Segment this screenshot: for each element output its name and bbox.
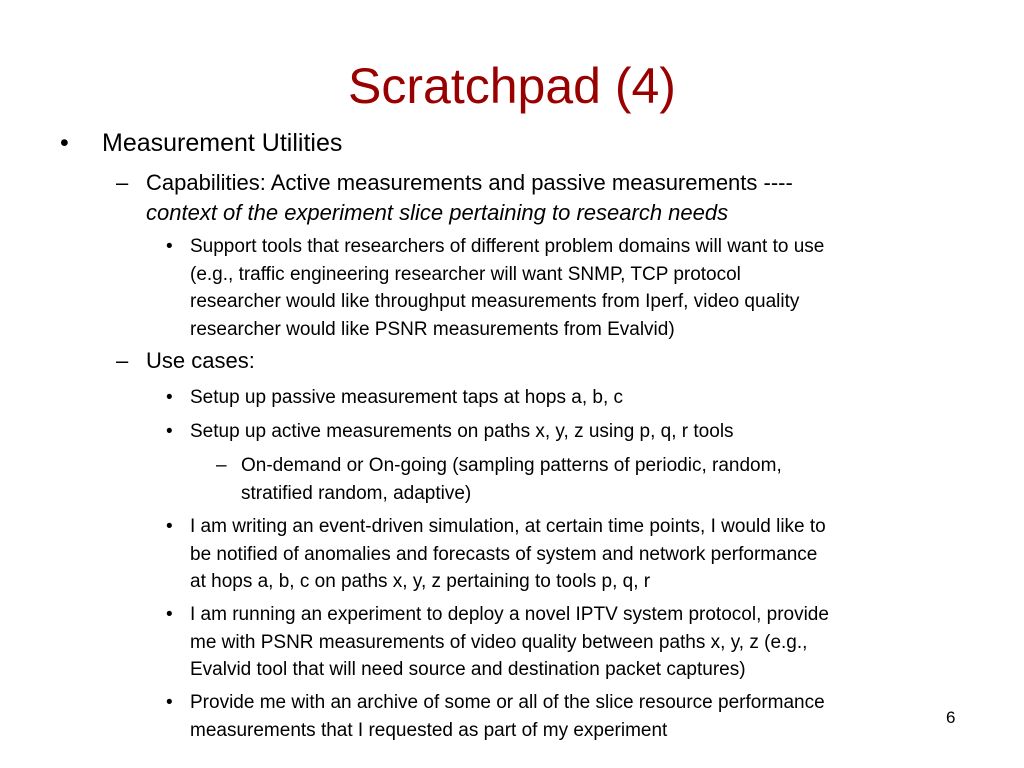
bullet-capabilities-context: context of the experiment slice pertaining to research needs — [146, 200, 729, 225]
bullet-marker: • — [60, 129, 69, 157]
bullet-use-cases: Use cases: — [146, 348, 255, 373]
slide-title: Scratchpad (4) — [348, 58, 676, 114]
bullet-marker: • — [166, 387, 173, 408]
bullet-archive-line: measurements that I requested as part of my experiment — [190, 719, 668, 741]
bullet-simulation-line: be notified of anomalies and forecasts of system and network performance — [190, 543, 818, 565]
bullet-simulation-line: at hops a, b, c on paths x, y, z pertaining to tools p, q, r — [190, 571, 651, 592]
bullet-marker: • — [166, 236, 173, 257]
bullet-active-measurements: Setup up active measurements on paths x, y, z using p, q, r tools — [190, 421, 734, 442]
bullet-support-tools-line: Support tools that researchers of different problem domains will want to use — [190, 236, 825, 257]
page-number: 6 — [946, 708, 956, 727]
bullet-marker: • — [166, 421, 173, 442]
dash-marker: – — [116, 170, 129, 195]
bullet-on-demand-line: stratified random, adaptive) — [241, 482, 472, 504]
bullet-support-tools-line: researcher would like throughput measurements from Iperf, video quality — [190, 291, 800, 312]
bullet-capabilities: Capabilities: Active measurements and passive measurements ---- — [146, 170, 793, 195]
bullet-on-demand-line: On-demand or On-going (sampling patterns of periodic, random, — [241, 455, 782, 476]
bullet-marker: • — [166, 516, 173, 537]
bullet-iptv-line: me with PSNR measurements of video quality between paths x, y, z (e.g., — [190, 631, 808, 653]
bullet-iptv-line: Evalvid tool that will need source and destination packet captures) — [190, 659, 746, 680]
bullet-support-tools-line: (e.g., traffic engineering researcher will want SNMP, TCP protocol — [190, 263, 741, 285]
bullet-support-tools-line: researcher would like PSNR measurements from Evalvid) — [190, 318, 675, 340]
bullet-iptv-line: I am running an experiment to deploy a novel IPTV system protocol, provide — [190, 604, 829, 625]
dash-marker: – — [216, 455, 227, 476]
bullet-measurement-utilities: Measurement Utilities — [102, 129, 343, 157]
dash-marker: – — [116, 348, 129, 373]
bullet-passive-taps: Setup up passive measurement taps at hops a, b, c — [190, 387, 624, 408]
bullet-archive-line: Provide me with an archive of some or all of the slice resource performance — [190, 692, 825, 713]
bullet-simulation-line: I am writing an event-driven simulation, at certain time points, I would like to — [190, 516, 826, 537]
bullet-marker: • — [166, 692, 173, 713]
bullet-marker: • — [166, 604, 173, 625]
